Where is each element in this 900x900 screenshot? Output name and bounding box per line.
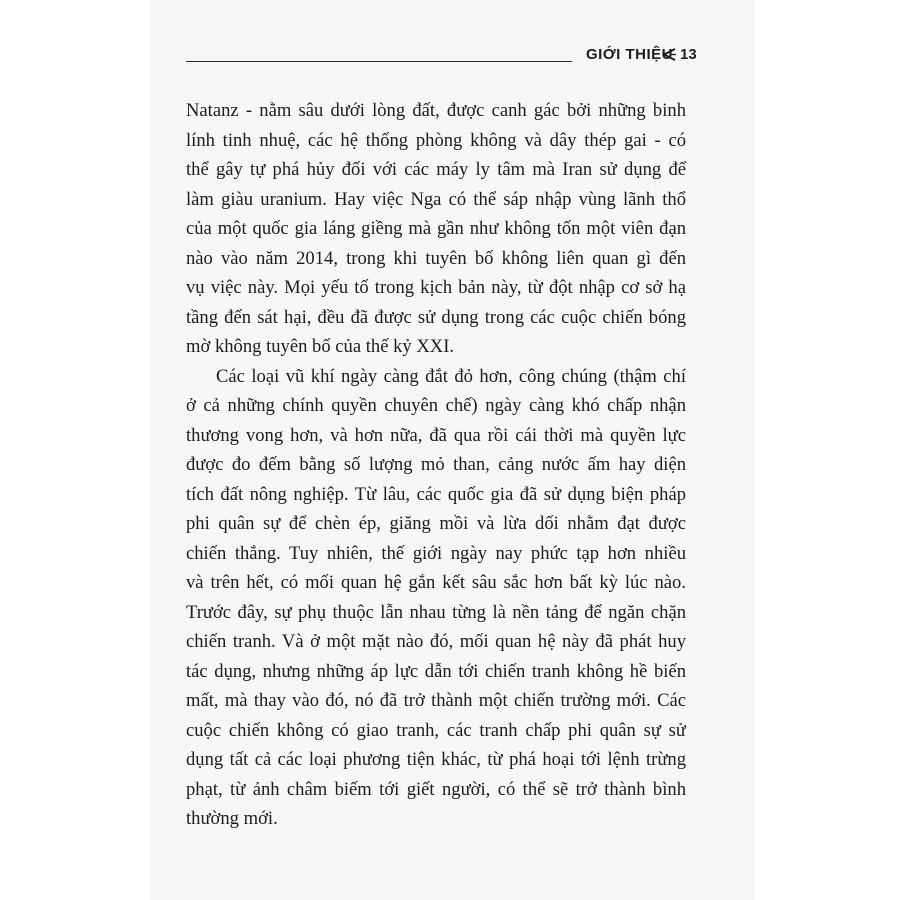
text-line: dụng tất cả các loại phương tiện khác, từ phá hoại tới lệnh trừng	[186, 749, 686, 770]
text-line: Trước đây, sự phụ thuộc lẫn nhau từng là nền tảng để ngăn chặn	[186, 601, 686, 623]
text-line: vụ việc này. Mọi yếu tố trong kịch bản này, từ đột nhập cơ sở hạ	[186, 277, 686, 298]
text-line: thương vong hơn, và hơn nữa, đã qua rồi cái thời mà quyền lực	[186, 424, 686, 446]
text-line: Natanz - nằm sâu dưới lòng đất, được canh gác bởi những binh	[186, 100, 686, 121]
text-line: và trên hết, có mối quan hệ gắn kết sâu sắc hơn bất kỳ lúc nào.	[186, 572, 686, 593]
text-line: tác dụng, nhưng những áp lực dẫn tới chiến tranh không hề biến	[186, 660, 686, 682]
body-text	[186, 96, 686, 834]
text-line: làm giàu uranium. Hay việc Nga có thể sáp nhập vùng lãnh thổ	[186, 188, 686, 210]
page-number: 13	[680, 46, 697, 63]
text-line: chiến thắng. Tuy nhiên, thế giới ngày nay phức tạp hơn nhiều	[186, 542, 686, 564]
text-line: ở cả những chính quyền chuyên chế) ngày càng khó chấp nhận	[186, 395, 686, 416]
text-line: nào vào năm 2014, trong khi tuyên bố không liên quan gì đến	[186, 247, 686, 269]
text-line: thường mới.	[186, 808, 278, 829]
text-line: cuộc chiến không có giao tranh, các tranh chấp phi quân sự sử	[186, 719, 686, 741]
text-line: tầng đến sát hại, đều đã được sử dụng trong các cuộc chiến bóng	[186, 306, 686, 328]
paragraph-2	[186, 362, 686, 834]
text-line: mờ không tuyên bố của thế kỷ XXI.	[186, 336, 455, 357]
text-line: được đo đếm bằng số lượng mỏ than, cảng nước ấm hay diện	[186, 454, 686, 475]
text-line: chiến tranh. Và ở một mặt nào đó, mối quan hệ này đã phát huy	[186, 631, 686, 652]
text-line: phi quân sự để chèn ép, giăng mồi và lừa dối nhằm đạt được	[186, 513, 686, 534]
section-title: GIỚI THIỆU	[586, 46, 673, 63]
header-rule	[186, 61, 572, 62]
text-line: Các loại vũ khí ngày càng đắt đỏ hơn, công chúng (thậm chí	[216, 365, 686, 387]
angle-bracket-icon	[662, 47, 677, 62]
text-line: thể gây tự phá hủy đối với các máy ly tâm mà Iran sử dụng để	[186, 159, 686, 180]
text-line: phạt, từ ảnh châm biếm tới giết người, có thể sẽ trở thành bình	[186, 778, 686, 800]
paragraph-1	[186, 96, 686, 362]
running-header	[186, 46, 697, 70]
text-line: lính tinh nhuệ, các hệ thống phòng không và dây thép gai - có	[186, 129, 686, 151]
text-line: mất, mà thay vào đó, nó đã trở thành một chiến trường mới. Các	[186, 690, 686, 711]
text-line: tích đất nông nghiệp. Từ lâu, các quốc gia đã sử dụng biện pháp	[186, 483, 686, 505]
text-line: của một quốc gia láng giềng mà gần như không tốn một viên đạn	[186, 218, 686, 239]
